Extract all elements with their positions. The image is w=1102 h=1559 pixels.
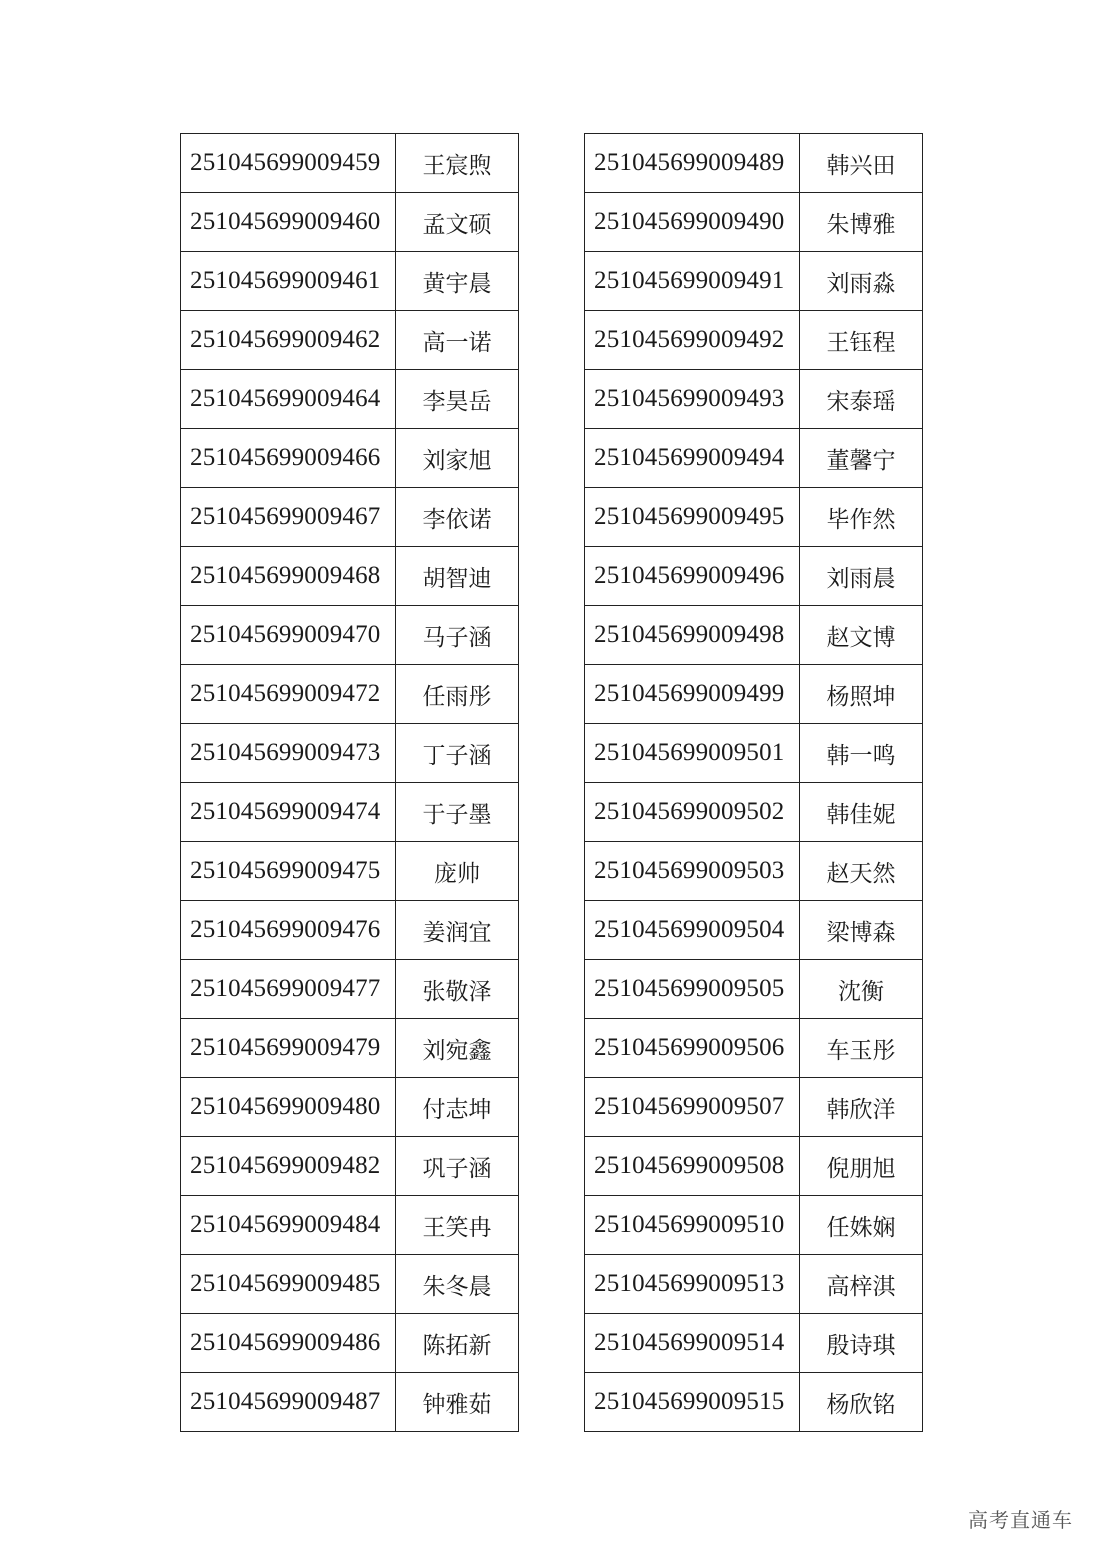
candidate-id-cell: 251045699009496 <box>585 547 800 606</box>
table-row <box>181 193 519 252</box>
table-row <box>181 1078 519 1137</box>
candidate-name-cell: 杨照坤 <box>800 665 923 724</box>
candidate-id-cell: 251045699009499 <box>585 665 800 724</box>
candidate-name-cell: 韩兴田 <box>800 134 923 193</box>
table-row <box>181 1196 519 1255</box>
table-row <box>585 1255 923 1314</box>
candidate-name-cell: 王宸煦 <box>396 134 519 193</box>
table-row <box>585 547 923 606</box>
candidate-name-cell: 刘雨晨 <box>800 547 923 606</box>
candidate-id-cell: 251045699009490 <box>585 193 800 252</box>
candidate-name-cell: 马子涵 <box>396 606 519 665</box>
candidate-name-cell: 付志坤 <box>396 1078 519 1137</box>
table-row <box>585 1196 923 1255</box>
candidate-name-cell: 倪朋旭 <box>800 1137 923 1196</box>
candidate-name-cell: 于子墨 <box>396 783 519 842</box>
table-row <box>585 1137 923 1196</box>
candidate-name-cell: 巩子涵 <box>396 1137 519 1196</box>
candidate-id-cell: 251045699009498 <box>585 606 800 665</box>
candidate-id-cell: 251045699009501 <box>585 724 800 783</box>
candidate-id-cell: 251045699009515 <box>585 1373 800 1432</box>
table-row <box>585 1373 923 1432</box>
watermark-text: 高考直通车 <box>968 1508 1073 1532</box>
table-row <box>181 252 519 311</box>
roster-table-left <box>180 133 519 1432</box>
candidate-id-cell: 251045699009468 <box>181 547 396 606</box>
candidate-id-cell: 251045699009473 <box>181 724 396 783</box>
candidate-id-cell: 251045699009491 <box>585 252 800 311</box>
candidate-name-cell: 韩一鸣 <box>800 724 923 783</box>
candidate-id-cell: 251045699009513 <box>585 1255 800 1314</box>
table-row <box>585 1019 923 1078</box>
table-row <box>181 724 519 783</box>
candidate-name-cell: 朱博雅 <box>800 193 923 252</box>
candidate-id-cell: 251045699009495 <box>585 488 800 547</box>
candidate-name-cell: 刘雨淼 <box>800 252 923 311</box>
candidate-name-cell: 梁博森 <box>800 901 923 960</box>
candidate-name-cell: 王钰程 <box>800 311 923 370</box>
roster-table-right <box>584 133 923 1432</box>
candidate-name-cell: 姜润宜 <box>396 901 519 960</box>
table-row <box>585 783 923 842</box>
table-row <box>181 547 519 606</box>
candidate-name-cell: 任雨彤 <box>396 665 519 724</box>
table-row <box>585 665 923 724</box>
table-row <box>585 606 923 665</box>
table-row <box>585 1078 923 1137</box>
candidate-name-cell: 车玉彤 <box>800 1019 923 1078</box>
candidate-id-cell: 251045699009494 <box>585 429 800 488</box>
table-row <box>585 901 923 960</box>
candidate-name-cell: 王笑冉 <box>396 1196 519 1255</box>
table-row <box>585 134 923 193</box>
candidate-id-cell: 251045699009508 <box>585 1137 800 1196</box>
candidate-name-cell: 韩佳妮 <box>800 783 923 842</box>
table-row <box>585 193 923 252</box>
candidate-id-cell: 251045699009479 <box>181 1019 396 1078</box>
table-row <box>181 606 519 665</box>
table-row <box>181 665 519 724</box>
candidate-id-cell: 251045699009464 <box>181 370 396 429</box>
candidate-id-cell: 251045699009470 <box>181 606 396 665</box>
candidate-name-cell: 陈拓新 <box>396 1314 519 1373</box>
candidate-id-cell: 251045699009476 <box>181 901 396 960</box>
candidate-id-cell: 251045699009514 <box>585 1314 800 1373</box>
candidate-name-cell: 孟文硕 <box>396 193 519 252</box>
candidate-name-cell: 朱冬晨 <box>396 1255 519 1314</box>
table-row <box>585 311 923 370</box>
table-row <box>181 1255 519 1314</box>
candidate-name-cell: 刘家旭 <box>396 429 519 488</box>
table-row <box>585 252 923 311</box>
candidate-id-cell: 251045699009474 <box>181 783 396 842</box>
candidate-id-cell: 251045699009460 <box>181 193 396 252</box>
candidate-id-cell: 251045699009492 <box>585 311 800 370</box>
candidate-id-cell: 251045699009486 <box>181 1314 396 1373</box>
candidate-name-cell: 殷诗琪 <box>800 1314 923 1373</box>
candidate-id-cell: 251045699009489 <box>585 134 800 193</box>
candidate-id-cell: 251045699009502 <box>585 783 800 842</box>
table-row <box>181 960 519 1019</box>
candidate-id-cell: 251045699009503 <box>585 842 800 901</box>
candidate-id-cell: 251045699009485 <box>181 1255 396 1314</box>
candidate-name-cell: 高一诺 <box>396 311 519 370</box>
table-row <box>181 311 519 370</box>
candidate-name-cell: 毕作然 <box>800 488 923 547</box>
candidate-name-cell: 钟雅茹 <box>396 1373 519 1432</box>
table-row <box>181 1019 519 1078</box>
candidate-name-cell: 董馨宁 <box>800 429 923 488</box>
candidate-id-cell: 251045699009466 <box>181 429 396 488</box>
candidate-id-cell: 251045699009484 <box>181 1196 396 1255</box>
candidate-name-cell: 宋泰瑶 <box>800 370 923 429</box>
candidate-id-cell: 251045699009459 <box>181 134 396 193</box>
candidate-id-cell: 251045699009487 <box>181 1373 396 1432</box>
table-row <box>181 429 519 488</box>
candidate-id-cell: 251045699009475 <box>181 842 396 901</box>
table-row <box>585 488 923 547</box>
candidate-id-cell: 251045699009493 <box>585 370 800 429</box>
candidate-name-cell: 赵文博 <box>800 606 923 665</box>
table-row <box>181 1373 519 1432</box>
table-row <box>181 901 519 960</box>
candidate-name-cell: 庞帅 <box>396 842 519 901</box>
candidate-name-cell: 张敬泽 <box>396 960 519 1019</box>
table-row <box>585 429 923 488</box>
table-row <box>181 783 519 842</box>
candidate-name-cell: 丁子涵 <box>396 724 519 783</box>
candidate-name-cell: 沈衡 <box>800 960 923 1019</box>
candidate-name-cell: 杨欣铭 <box>800 1373 923 1432</box>
candidate-name-cell: 韩欣洋 <box>800 1078 923 1137</box>
candidate-id-cell: 251045699009477 <box>181 960 396 1019</box>
table-row <box>585 960 923 1019</box>
table-row <box>181 370 519 429</box>
candidate-id-cell: 251045699009462 <box>181 311 396 370</box>
table-row <box>585 842 923 901</box>
candidate-id-cell: 251045699009472 <box>181 665 396 724</box>
candidate-name-cell: 任姝娴 <box>800 1196 923 1255</box>
table-row <box>181 842 519 901</box>
candidate-id-cell: 251045699009467 <box>181 488 396 547</box>
table-row <box>585 370 923 429</box>
table-row <box>181 488 519 547</box>
candidate-id-cell: 251045699009506 <box>585 1019 800 1078</box>
candidate-id-cell: 251045699009507 <box>585 1078 800 1137</box>
table-row <box>585 724 923 783</box>
table-row <box>181 134 519 193</box>
candidate-id-cell: 251045699009505 <box>585 960 800 1019</box>
candidate-name-cell: 刘宛鑫 <box>396 1019 519 1078</box>
candidate-id-cell: 251045699009461 <box>181 252 396 311</box>
candidate-name-cell: 高梓淇 <box>800 1255 923 1314</box>
candidate-name-cell: 李依诺 <box>396 488 519 547</box>
table-row <box>181 1314 519 1373</box>
candidate-id-cell: 251045699009504 <box>585 901 800 960</box>
candidate-name-cell: 黄宇晨 <box>396 252 519 311</box>
table-row <box>585 1314 923 1373</box>
candidate-name-cell: 李昊岳 <box>396 370 519 429</box>
candidate-id-cell: 251045699009510 <box>585 1196 800 1255</box>
table-row <box>181 1137 519 1196</box>
candidate-id-cell: 251045699009482 <box>181 1137 396 1196</box>
candidate-id-cell: 251045699009480 <box>181 1078 396 1137</box>
candidate-name-cell: 胡智迪 <box>396 547 519 606</box>
candidate-name-cell: 赵天然 <box>800 842 923 901</box>
